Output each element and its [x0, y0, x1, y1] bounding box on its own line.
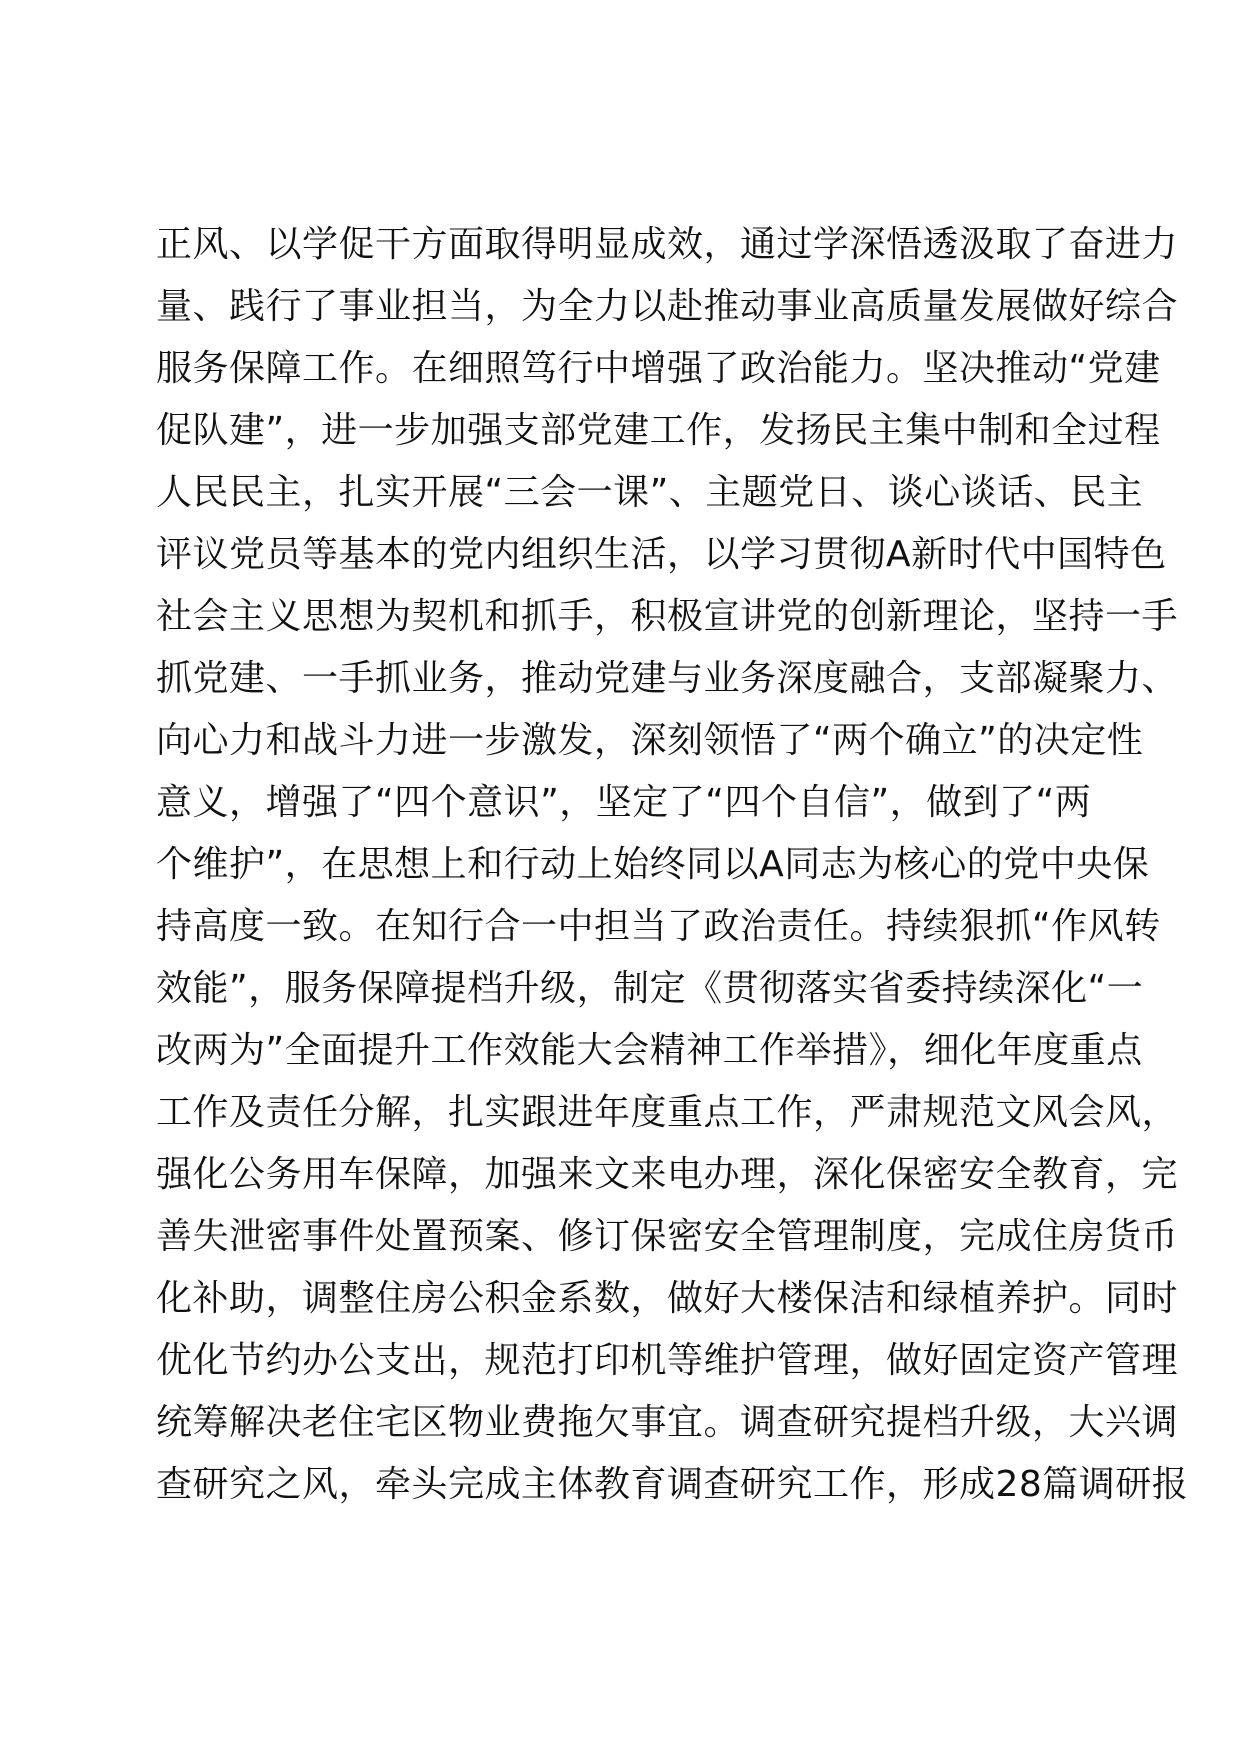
text-line: 善失泄密事件处置预案、修订保密安全管理制度，完成住房货币 — [156, 1216, 1179, 1257]
text-line: 评议党员等基本的党内组织生活，以学习贯彻A新时代中国特色 — [156, 534, 1167, 575]
text-line: 服务保障工作。在细照笃行中增强了政治能力。坚决推动“党建 — [156, 348, 1161, 389]
text-line: 社会主义思想为契机和抓手，积极宣讲党的创新理论，坚持一手 — [156, 596, 1179, 637]
text-line: 改两为”全面提升工作效能大会精神工作举措》，细化年度重点 — [156, 1030, 1143, 1071]
text-line: 持高度一致。在知行合一中担当了政治责任。持续狠抓“作风转 — [156, 906, 1161, 947]
text-line: 促队建”，进一步加强支部党建工作，发扬民主集中制和全过程 — [156, 410, 1161, 451]
text-line: 化补助，调整住房公积金系数，做好大楼保洁和绿植养护。同时 — [156, 1278, 1179, 1319]
text-line: 意义，增强了“四个意识”，坚定了“四个自信”，做到了“两 — [156, 782, 1092, 823]
text-line: 效能”，服务保障提档升级，制定《贯彻落实省委持续深化“一 — [156, 968, 1144, 1009]
text-line: 强化公务用车保障，加强来文来电办理，深化保密安全教育，完 — [156, 1154, 1179, 1195]
text-line: 查研究之风，牵头完成主体教育调查研究工作，形成28篇调研报 — [156, 1464, 1189, 1505]
text-line: 工作及责任分解，扎实跟进年度重点工作，严肃规范文风会风， — [156, 1092, 1179, 1133]
body-paragraph — [156, 214, 1189, 1516]
text-line: 正风、以学促干方面取得明显成效，通过学深悟透汲取了奋进力 — [156, 224, 1179, 265]
text-line: 量、践行了事业担当，为全力以赴推动事业高质量发展做好综合 — [156, 286, 1179, 327]
text-line: 人民民主，扎实开展“三会一课”、主题党日、谈心谈话、民主 — [156, 472, 1144, 513]
text-line: 向心力和战斗力进一步激发，深刻领悟了“两个确立”的决定性 — [156, 720, 1144, 761]
text-line: 抓党建、一手抓业务，推动党建与业务深度融合，支部凝聚力、 — [156, 658, 1179, 699]
text-line: 个维护”，在思想上和行动上始终同以A同志为核心的党中央保 — [156, 844, 1150, 885]
text-line: 统筹解决老住宅区物业费拖欠事宜。调查研究提档升级，大兴调 — [156, 1402, 1179, 1443]
text-line: 优化节约办公支出，规范打印机等维护管理，做好固定资产管理 — [156, 1340, 1179, 1381]
